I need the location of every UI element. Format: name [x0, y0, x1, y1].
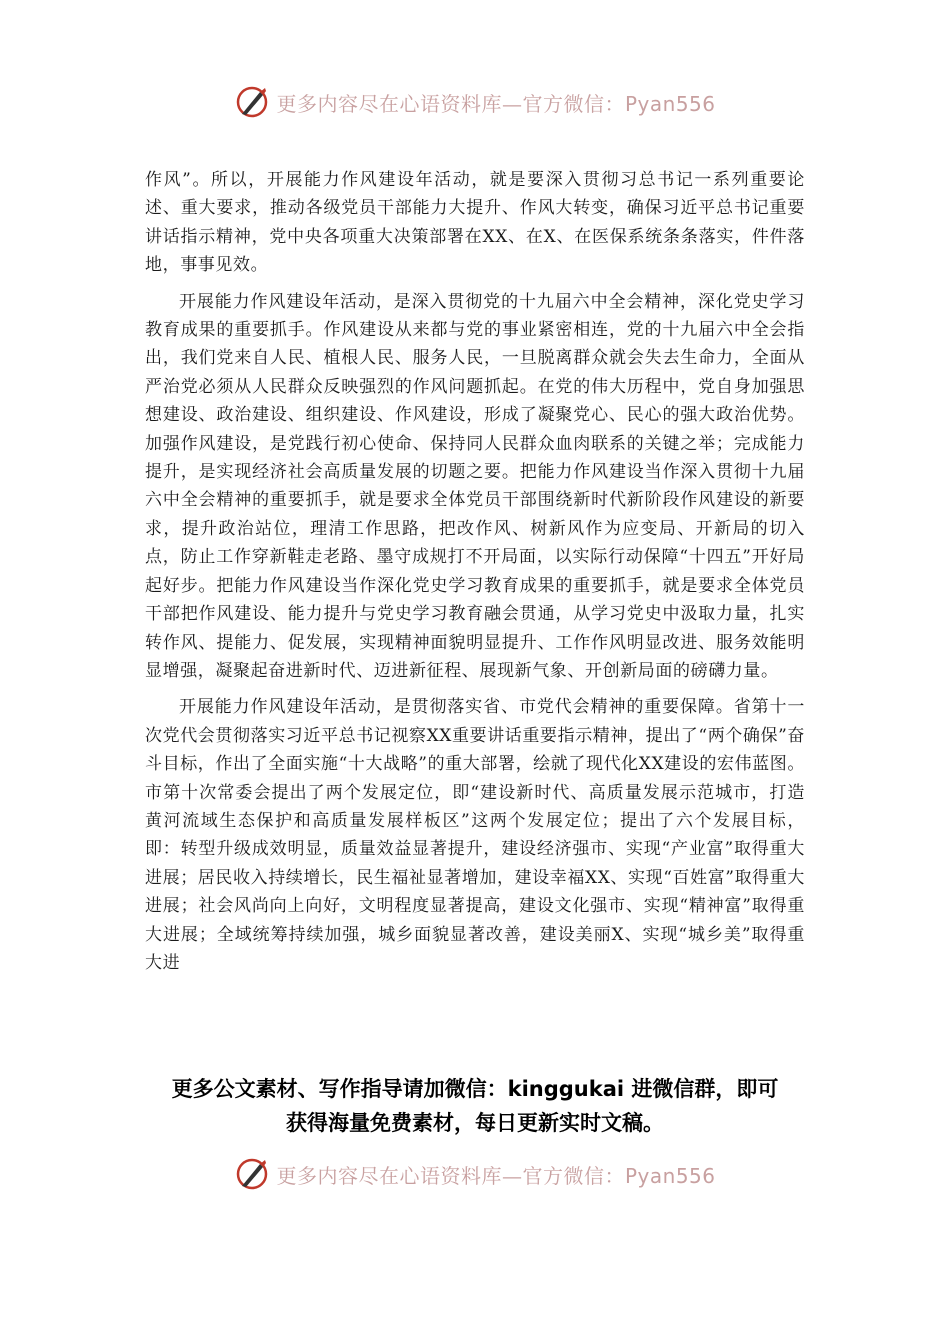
- banner-site-label: 更多内容尽在心语资料库—官方微信：: [276, 91, 625, 116]
- banner-site-text: [276, 88, 715, 117]
- footer-banner: [0, 1156, 950, 1192]
- quill-logo-icon: [234, 1156, 270, 1192]
- document-body: [145, 166, 805, 985]
- promo-line-1: 更多公文素材、写作指导请加微信：kinggukai 进微信群，即可: [171, 1077, 779, 1101]
- footer-site-label: 更多内容尽在心语资料库—官方微信：: [276, 1163, 625, 1188]
- header-banner: [0, 84, 950, 120]
- promo-notice: [100, 1072, 850, 1140]
- paragraph-2: 开展能力作风建设年活动，是深入贯彻党的十九届六中全会精神，深化党史学习教育成果的重要抓手。作风建设从来都与党的事业紧密相连，党的十九届六中全会指出，我们党来自人民、植根人民、服务人民，一旦脱离群众就会失去生命力，全面从严治党必须从人民群众反映强烈的作风问题抓起。在党的伟大历程中，党自身加强思想建设、政治建设、组织建设、作风建设，形成了凝聚党心、民心的强大政治优势。加强作风建设，是党践行初心使命、保持同人民群众血肉联系的关键之举；完成能力提升，是实现经济社会高质量发展的切题之要。把能力作风建设当作深入贯彻十九届六中全会精神的重要抓手，就是要求全体党员干部围绕新时代新阶段作风建设的新要求，提升政治站位，理清工作思路，把改作风、树新风作为应变局、开新局的切入点，防止工作穿新鞋走老路、墨守成规打不开局面，以实际行动保障“十四五”开好局起好步。把能力作风建设当作深化党史学习教育成果的重要抓手，就是要求全体党员干部把作风建设、能力提升与党史学习教育融会贯通，从学习党史中汲取力量，扎实转作风、提能力、促发展，实现精神面貌明显提升、工作作风明显改进、服务效能明显增强，凝聚起奋进新时代、迈进新征程、展现新气象、开创新局面的磅礴力量。: [145, 291, 805, 681]
- paragraph-1: 作风”。所以，开展能力作风建设年活动，就是要深入贯彻习总书记一系列重要论述、重大要求，推动各级党员干部能力大提升、作风大转变，确保习近平总书记重要讲话指示精神，党中央各项重大决策部署在XX、在X、在医保系统条条落实，件件落地，事事见效。: [145, 170, 805, 276]
- footer-site-text: [276, 1160, 715, 1189]
- footer-wechat-id: Pyan556: [624, 1163, 716, 1188]
- banner-wechat-id: Pyan556: [624, 91, 716, 116]
- promo-line-2: 获得海量免费素材，每日更新实时文稿。: [286, 1111, 664, 1135]
- paragraph-3: 开展能力作风建设年活动，是贯彻落实省、市党代会精神的重要保障。省第十一次党代会贯彻落实习近平总书记视察XX重要讲话重要指示精神，提出了“两个确保”奋斗目标，作出了全面实施“十大战略”的重大部署，绘就了现代化XX建设的宏伟蓝图。市第十次常委会提出了两个发展定位，即“建设新时代、高质量发展示范城市，打造黄河流域生态保护和高质量发展样板区”这两个发展定位；提出了六个发展目标，即：转型升级成效明显，质量效益显著提升，建设经济强市、实现“产业富”取得重大进展；居民收入持续增长，民生福祉显著增加，建设幸福XX、实现“百姓富”取得重大进展；社会风尚向上向好，文明程度显著提高，建设文化强市、实现“精神富”取得重大进展；全域统筹持续加强，城乡面貌显著改善，建设美丽X、实现“城乡美”取得重大进: [145, 697, 805, 973]
- quill-logo-icon: [234, 84, 270, 120]
